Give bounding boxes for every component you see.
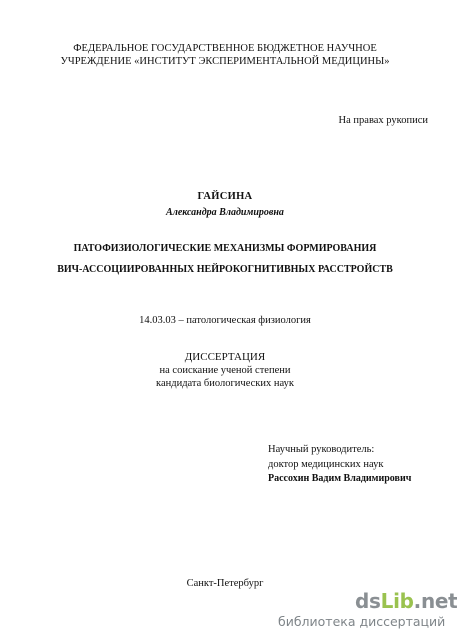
supervisor-block [268, 443, 411, 487]
institution-line-2: УЧРЕЖДЕНИЕ «ИНСТИТУТ ЭКСПЕРИМЕНТАЛЬНОЙ МЕДИЦИНЫ» [60, 56, 390, 67]
rights-note: На правах рукописи [338, 115, 428, 126]
title-line-2: ВИЧ-АССОЦИИРОВАННЫХ НЕЙРОКОГНИТИВНЫХ РАССТРОЙСТВ [57, 264, 393, 275]
degree-type: ДИССЕРТАЦИЯ [184, 351, 266, 363]
degree-line-2: кандидата биологических наук [156, 378, 294, 389]
dslib-watermark[interactable] [268, 586, 457, 637]
city: Санкт-Петербург [186, 578, 264, 589]
supervisor-title: доктор медицинских наук [268, 458, 384, 470]
dissertation-title [0, 238, 450, 280]
institution-header [0, 42, 450, 68]
title-line-1: ПАТОФИЗИОЛОГИЧЕСКИЕ МЕХАНИЗМЫ ФОРМИРОВАНИЯ [73, 243, 377, 254]
dslib-logo [355, 589, 457, 613]
specialty-code: 14.03.03 – патологическая физиология [139, 315, 311, 326]
watermark-subtitle: библиотека диссертаций [278, 614, 446, 629]
author-surname: ГАЙСИНА [197, 191, 253, 202]
degree-line-1: на соискание ученой степени [159, 365, 291, 376]
degree-block [0, 351, 450, 390]
logo-part-ds: ds [355, 589, 381, 613]
supervisor-name: Рассохин Вадим Владимирович [268, 473, 412, 484]
logo-part-net: .net [413, 589, 457, 613]
institution-line-1: ФЕДЕРАЛЬНОЕ ГОСУДАРСТВЕННОЕ БЮДЖЕТНОЕ НАУЧНОЕ [73, 43, 377, 54]
author-name: Александра Владимировна [166, 207, 284, 218]
supervisor-role: Научный руководитель: [268, 444, 375, 455]
logo-part-lib: Lib [380, 589, 414, 613]
